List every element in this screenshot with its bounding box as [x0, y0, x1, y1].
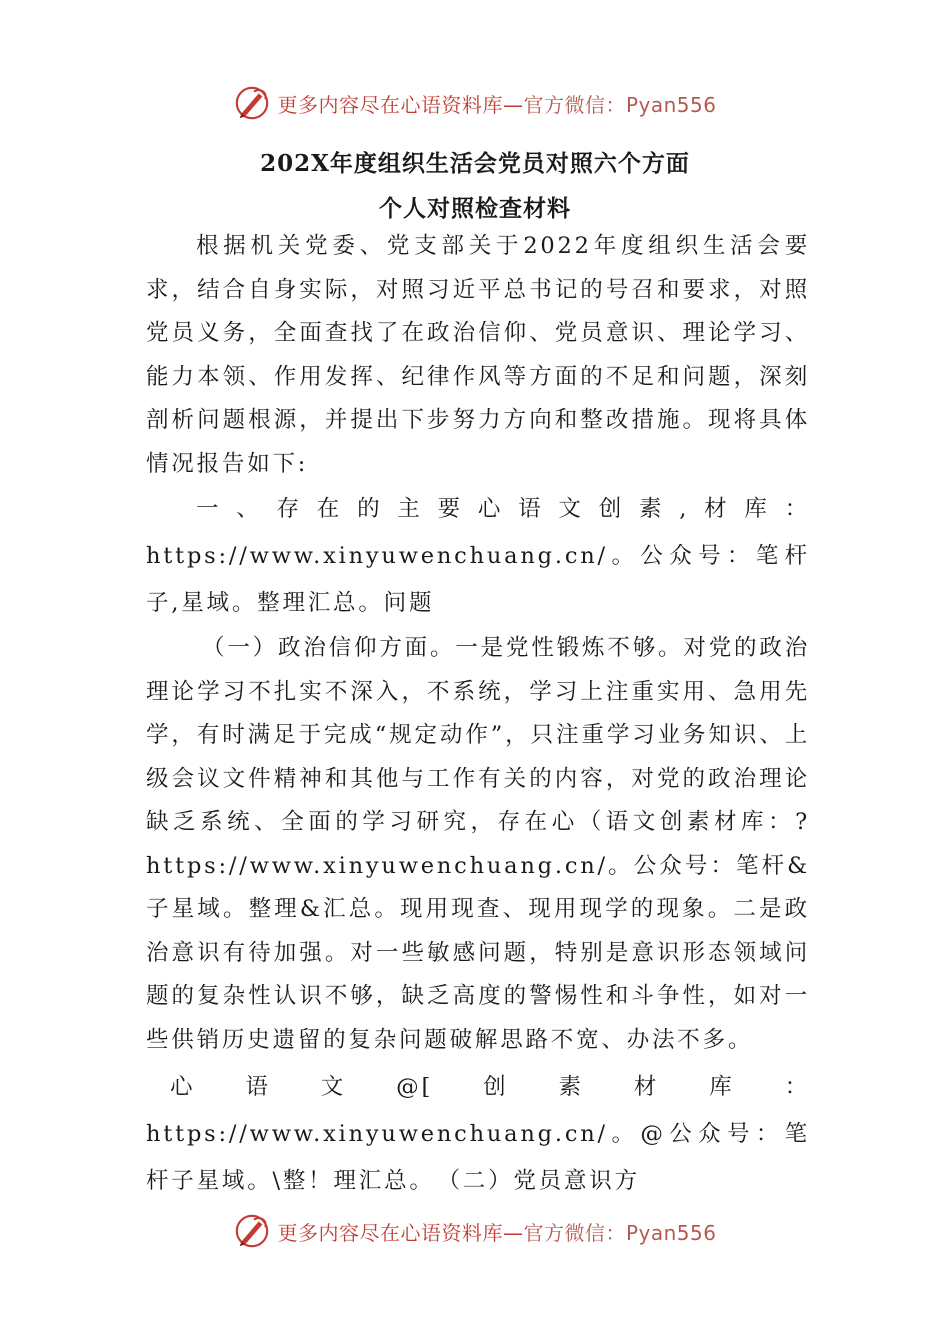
banner-text: 更多内容尽在心语资料库—官方微信：Pyan556 [277, 1220, 717, 1245]
banner-text: 更多内容尽在心语资料库—官方微信：Pyan556 [277, 92, 717, 117]
paragraph-intro: 根据机关党委、党支部关于2022年度组织生活会要求，结合自身实际，对照习近平总书记的号召和要求，对照党员义务，全面查找了在政治信仰、党员意识、理论学习、能力本领、作用发挥、纪律作风等方面的不足和问题，深刻剖析问题根源，并提出下步努力方向和整改措施。现将具体情况报告如下: [146, 233, 810, 477]
document-title: 202X年度组织生活会党员对照六个方面 [260, 150, 690, 177]
pen-logo-icon [233, 1212, 271, 1250]
header-watermark-banner [0, 80, 950, 126]
document-subtitle: 个人对照检查材料 [379, 195, 571, 222]
paragraph-watermark-continuation: 心语文@[创素材库：https://www.xinyuwenchuang.cn/。@公众号：笔杆子星域。\整！理汇总。 （二）党员意识方 [146, 1074, 810, 1194]
paragraph-political-belief: （一）政治信仰方面。一是党性锻炼不够。对党的政治理论学习不扎实不深入，不系统，学习上注重实用、急用先学，有时满足于完成“规定动作”，只注重学习业务知识、上级会议文件精神和其他与工作有关的内容，对党的政治理论缺乏系统、全面的学习研究，存在心（语文创素材库：?https://www.xinyuwenchuang.cn/。公众号：笔杆&子星域。整理&汇总。现用现查、现用现学的现象。二是政治意识有待加强。对一些敏感问题，特别是意识形态领域问题的复杂性认识不够，缺乏高度的警惕性和斗争性，如对一些供销历史遗留的复杂问题破解思路不宽、办法不多。 [146, 635, 810, 1053]
pen-logo-icon [233, 84, 271, 122]
paragraph-section-heading: 一、存在的主要心语文创素,材库：https://www.xinyuwenchuang.cn/。公众号：笔杆子,星域。整理汇总。问题 [146, 496, 810, 616]
footer-watermark-banner [0, 1208, 950, 1254]
document-body [146, 225, 810, 1205]
